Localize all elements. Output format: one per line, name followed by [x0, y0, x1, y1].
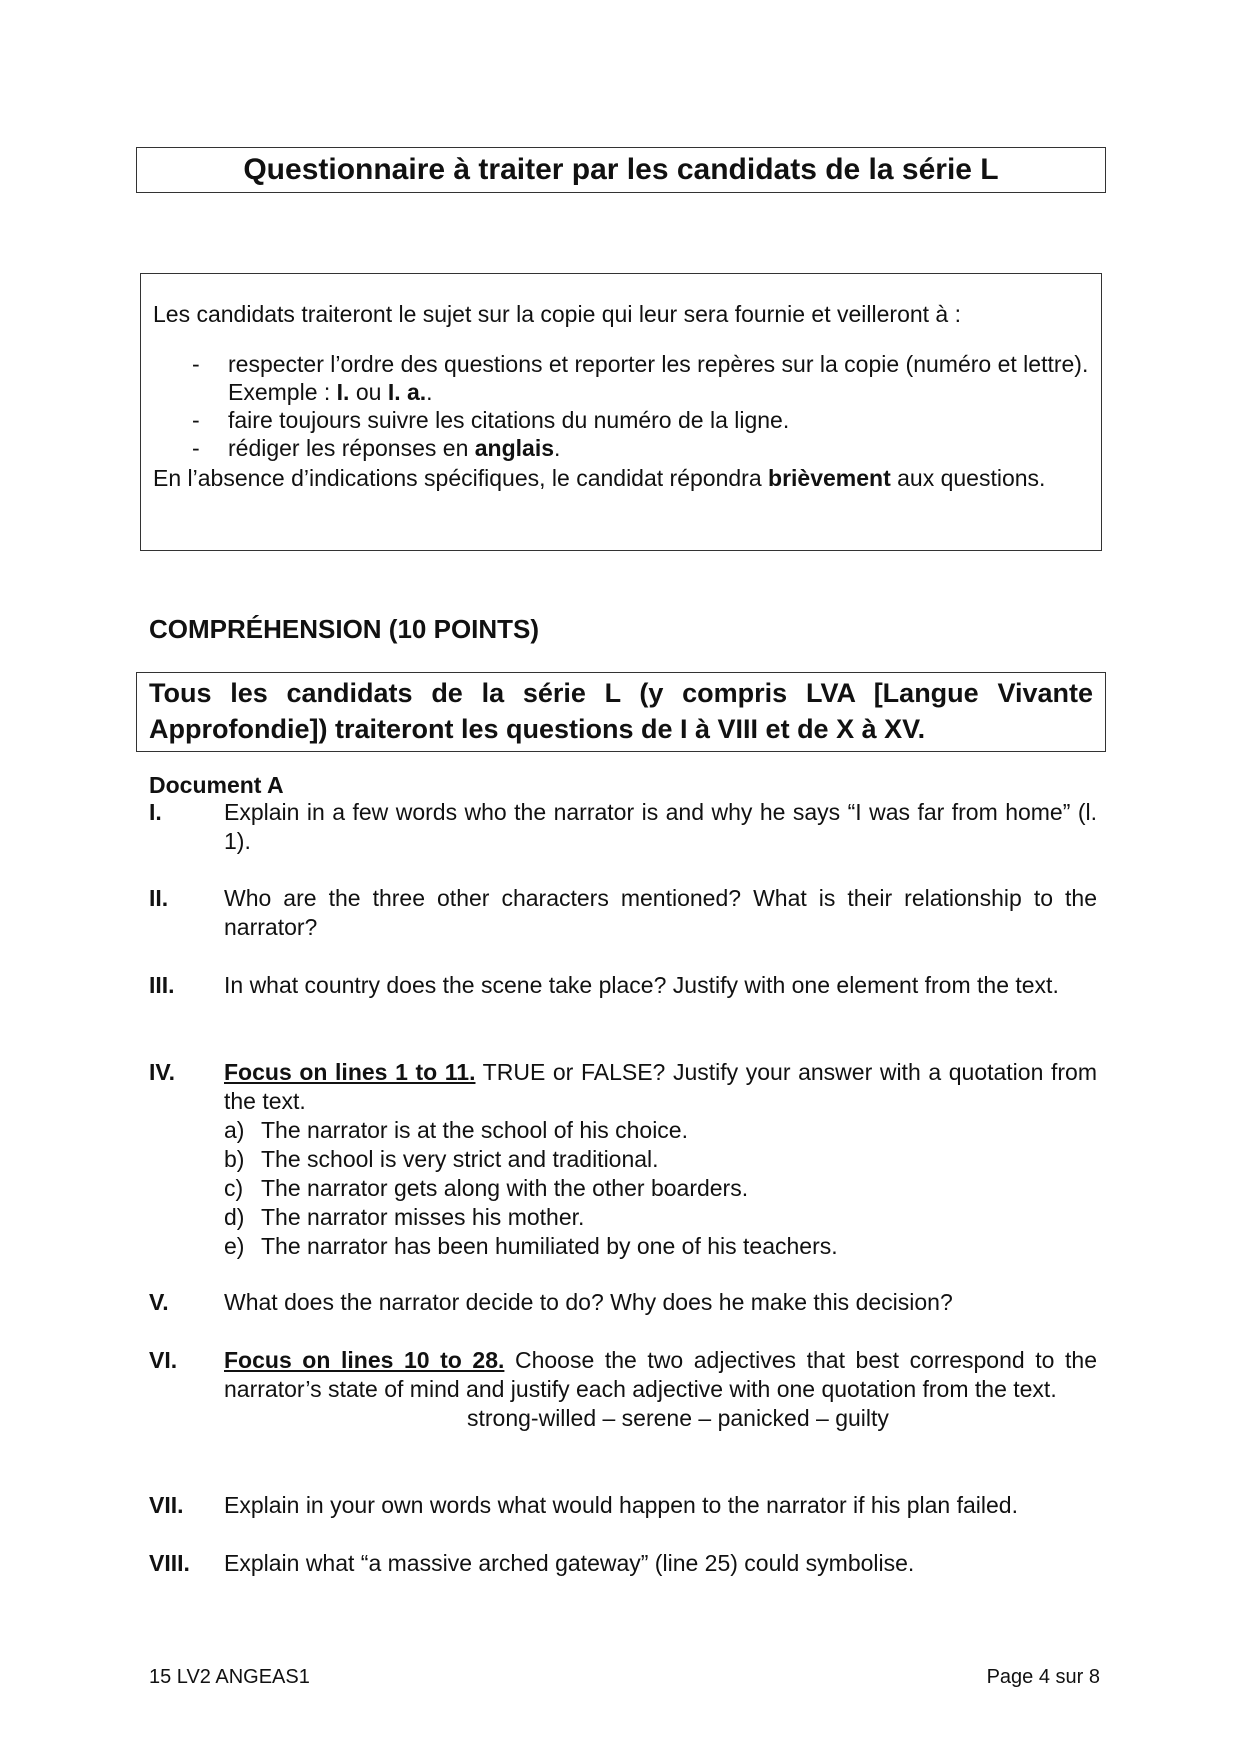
question-VIII	[149, 1549, 1097, 1578]
question-number: IV.	[149, 1059, 176, 1085]
page-title: Questionnaire à traiter par les candidats de la série L	[136, 147, 1106, 193]
instruction-item: - faire toujours suivre les citations du numéro de la ligne.	[192, 407, 790, 433]
question-VII	[149, 1491, 1097, 1520]
question-II	[149, 884, 1097, 942]
focus-lines: Focus on lines 1 to 11.	[224, 1059, 476, 1085]
sub-question: d) The narrator misses his mother.	[224, 1204, 585, 1230]
sub-question-list	[224, 1116, 1097, 1261]
question-III	[149, 971, 1097, 1000]
focus-lines: Focus on lines 10 to 28.	[224, 1347, 505, 1373]
question-number: III.	[149, 972, 175, 998]
question-number: VI.	[149, 1347, 178, 1373]
question-number: II.	[149, 885, 169, 911]
instructions-outro: En l’absence d’indications spécifiques, le candidat répondra brièvement aux questions.	[153, 465, 1046, 491]
instructions-box	[140, 273, 1102, 551]
question-text: Explain what “a massive arched gateway” (line 25) could symbolise.	[224, 1550, 915, 1576]
all-candidates-note: Tous les candidats de la série L (y compris LVA [Langue Vivante Approfondie]) traiteront les questions de I à VIII et de X à XV.	[136, 672, 1106, 752]
footer-exam-code: 15 LV2 ANGEAS1	[149, 1666, 310, 1688]
question-text: In what country does the scene take place? Justify with one element from the text.	[224, 972, 1059, 998]
section-heading: COMPRÉHENSION (10 POINTS)	[149, 614, 540, 644]
question-number: VII.	[149, 1492, 184, 1518]
question-IV	[149, 1058, 1097, 1261]
instructions-list	[153, 350, 1093, 462]
adjective-choices: strong-willed – serene – panicked – guilty	[467, 1405, 889, 1431]
document-label: Document A	[149, 772, 284, 798]
question-VI	[149, 1346, 1097, 1433]
question-I	[149, 798, 1097, 856]
question-text: What does the narrator decide to do? Why does he make this decision?	[224, 1289, 953, 1315]
question-text: Explain in your own words what would happen to the narrator if his plan failed.	[224, 1492, 1018, 1518]
sub-question: a) The narrator is at the school of his choice.	[224, 1117, 688, 1143]
question-text: Focus on lines 1 to 11. TRUE or FALSE? Justify your answer with a quotation from the text.	[224, 1059, 1097, 1114]
question-V	[149, 1288, 1097, 1317]
instruction-item: - respecter l’ordre des questions et reporter les repères sur la copie (numéro et lettre). Exemple : I. ou I. a..	[192, 351, 1089, 405]
sub-question: c) The narrator gets along with the other boarders.	[224, 1175, 749, 1201]
instruction-item: - rédiger les réponses en anglais.	[192, 435, 561, 461]
sub-question: e) The narrator has been humiliated by one of his teachers.	[224, 1233, 838, 1259]
instructions-intro: Les candidats traiteront le sujet sur la copie qui leur sera fournie et veilleront à :	[153, 301, 961, 327]
question-number: I.	[149, 799, 162, 825]
question-number: V.	[149, 1289, 169, 1315]
sub-question: b) The school is very strict and traditional.	[224, 1146, 659, 1172]
question-text: Who are the three other characters mentioned? What is their relationship to the narrator?	[224, 885, 1097, 940]
question-text: Explain in a few words who the narrator is and why he says “I was far from home” (l. 1).	[224, 799, 1097, 854]
question-number: VIII.	[149, 1550, 190, 1576]
question-text: Focus on lines 10 to 28. Choose the two adjectives that best correspond to the narrator’s state of mind and justify each adjective with one quotation from the text.	[224, 1347, 1097, 1402]
footer-page-number: Page 4 sur 8	[986, 1666, 1100, 1688]
